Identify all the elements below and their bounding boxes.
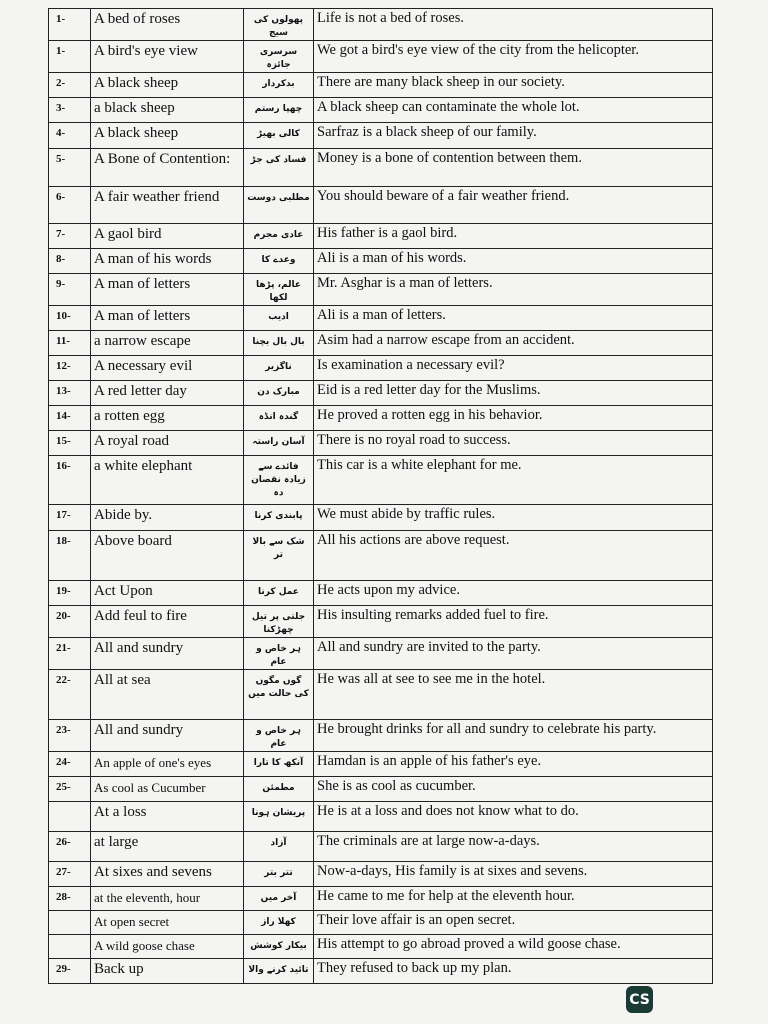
table-row — [49, 752, 713, 777]
example-sentence: Their love affair is an open secret. — [314, 911, 713, 935]
table-row — [49, 887, 713, 911]
urdu-meaning: کھلا راز — [244, 911, 314, 935]
urdu-meaning: پابندی کرنا — [244, 505, 314, 531]
urdu-meaning: شک سے بالا تر — [244, 531, 314, 581]
idiom-text: A bed of roses — [91, 9, 244, 41]
table-row — [49, 802, 713, 832]
idiom-text: Add feul to fire — [91, 606, 244, 638]
row-number — [49, 935, 91, 959]
urdu-meaning: عالم، پڑھا لکھا — [244, 274, 314, 306]
table-row — [49, 638, 713, 670]
urdu-meaning: چھپا رستم — [244, 98, 314, 123]
row-number: 19- — [49, 581, 91, 606]
example-sentence: He is at a loss and does not know what to do. — [314, 802, 713, 832]
row-number: 29- — [49, 959, 91, 984]
table-row — [49, 98, 713, 123]
idiom-text: A black sheep — [91, 73, 244, 98]
row-number: 8- — [49, 249, 91, 274]
idiom-text: Abide by. — [91, 505, 244, 531]
idiom-text: Back up — [91, 959, 244, 984]
urdu-meaning: ادیب — [244, 306, 314, 331]
example-sentence: A black sheep can contaminate the whole lot. — [314, 98, 713, 123]
row-number: 25- — [49, 777, 91, 802]
row-number: 12- — [49, 356, 91, 381]
table-row — [49, 149, 713, 187]
urdu-meaning: فائدے سے زیادہ نقصان دہ — [244, 456, 314, 505]
idiom-text: A wild goose chase — [91, 935, 244, 959]
row-number: 9- — [49, 274, 91, 306]
idioms-table — [48, 8, 713, 984]
urdu-meaning: بیکار کوشش — [244, 935, 314, 959]
idiom-text: All at sea — [91, 670, 244, 720]
idiom-text: A royal road — [91, 431, 244, 456]
idiom-text: A man of his words — [91, 249, 244, 274]
idiom-text: A red letter day — [91, 381, 244, 406]
row-number: 14- — [49, 406, 91, 431]
row-number: 28- — [49, 887, 91, 911]
idiom-text: Act Upon — [91, 581, 244, 606]
table-row — [49, 720, 713, 752]
idiom-text: All and sundry — [91, 638, 244, 670]
urdu-meaning: ناگزیر — [244, 356, 314, 381]
example-sentence: There is no royal road to success. — [314, 431, 713, 456]
row-number — [49, 802, 91, 832]
table-row — [49, 935, 713, 959]
row-number: 7- — [49, 224, 91, 249]
example-sentence: He was all at see to see me in the hotel. — [314, 670, 713, 720]
example-sentence: Now-a-days, His family is at sixes and sevens. — [314, 862, 713, 887]
example-sentence: He acts upon my advice. — [314, 581, 713, 606]
example-sentence: All his actions are above request. — [314, 531, 713, 581]
idiom-text: Above board — [91, 531, 244, 581]
row-number: 15- — [49, 431, 91, 456]
row-number: 21- — [49, 638, 91, 670]
table-row — [49, 606, 713, 638]
example-sentence: You should beware of a fair weather friend. — [314, 187, 713, 224]
urdu-meaning: وعدے کا — [244, 249, 314, 274]
row-number: 5- — [49, 149, 91, 187]
row-number: 23- — [49, 720, 91, 752]
table-row — [49, 505, 713, 531]
table-row — [49, 959, 713, 984]
example-sentence: Is examination a necessary evil? — [314, 356, 713, 381]
row-number: 16- — [49, 456, 91, 505]
urdu-meaning: ہر خاص و عام — [244, 638, 314, 670]
table-row — [49, 41, 713, 73]
table-row — [49, 911, 713, 935]
table-row — [49, 456, 713, 505]
urdu-meaning: پھولوں کی سیج — [244, 9, 314, 41]
urdu-meaning: جلتی پر تیل چھڑکنا — [244, 606, 314, 638]
urdu-meaning: بدکردار — [244, 73, 314, 98]
example-sentence: His insulting remarks added fuel to fire. — [314, 606, 713, 638]
row-number: 27- — [49, 862, 91, 887]
example-sentence: Mr. Asghar is a man of letters. — [314, 274, 713, 306]
idiom-text: a rotten egg — [91, 406, 244, 431]
table-row — [49, 306, 713, 331]
example-sentence: Money is a bone of contention between them. — [314, 149, 713, 187]
idiom-text: A fair weather friend — [91, 187, 244, 224]
idiom-text: a black sheep — [91, 98, 244, 123]
urdu-meaning: گندہ انڈہ — [244, 406, 314, 431]
example-sentence: He came to me for help at the eleventh hour. — [314, 887, 713, 911]
example-sentence: Eid is a red letter day for the Muslims. — [314, 381, 713, 406]
table-row — [49, 531, 713, 581]
urdu-meaning: سرسری جائزہ — [244, 41, 314, 73]
table-row — [49, 862, 713, 887]
row-number: 13- — [49, 381, 91, 406]
row-number: 24- — [49, 752, 91, 777]
example-sentence: He proved a rotten egg in his behavior. — [314, 406, 713, 431]
urdu-meaning: تائید کرنے والا — [244, 959, 314, 984]
table-row — [49, 406, 713, 431]
urdu-meaning: ہر خاص و عام — [244, 720, 314, 752]
example-sentence: She is as cool as cucumber. — [314, 777, 713, 802]
row-number: 26- — [49, 832, 91, 862]
idiom-text: An apple of one's eyes — [91, 752, 244, 777]
row-number: 3- — [49, 98, 91, 123]
row-number — [49, 911, 91, 935]
example-sentence: Life is not a bed of roses. — [314, 9, 713, 41]
idiom-text: a narrow escape — [91, 331, 244, 356]
urdu-meaning: مطلبی دوست — [244, 187, 314, 224]
urdu-meaning: آخر میں — [244, 887, 314, 911]
example-sentence: Ali is a man of letters. — [314, 306, 713, 331]
idiom-text: A bird's eye view — [91, 41, 244, 73]
example-sentence: His father is a gaol bird. — [314, 224, 713, 249]
example-sentence: Sarfraz is a black sheep of our family. — [314, 123, 713, 149]
table-row — [49, 9, 713, 41]
row-number: 6- — [49, 187, 91, 224]
idiom-text: At open secret — [91, 911, 244, 935]
table-row — [49, 274, 713, 306]
example-sentence: This car is a white elephant for me. — [314, 456, 713, 505]
idiom-text: At a loss — [91, 802, 244, 832]
table-row — [49, 356, 713, 381]
example-sentence: Asim had a narrow escape from an accident. — [314, 331, 713, 356]
example-sentence: All and sundry are invited to the party. — [314, 638, 713, 670]
urdu-meaning: پریشان ہونا — [244, 802, 314, 832]
table-row — [49, 777, 713, 802]
table-row — [49, 581, 713, 606]
idiom-text: A man of letters — [91, 306, 244, 331]
row-number: 4- — [49, 123, 91, 149]
urdu-meaning: آسان راستہ — [244, 431, 314, 456]
urdu-meaning: کالی بھیڑ — [244, 123, 314, 149]
table-row — [49, 187, 713, 224]
camscanner-logo-icon: CS — [626, 986, 653, 1013]
idiom-text: at the eleventh, hour — [91, 887, 244, 911]
example-sentence: We got a bird's eye view of the city from the helicopter. — [314, 41, 713, 73]
idioms-sheet — [48, 8, 712, 984]
urdu-meaning: تتر بتر — [244, 862, 314, 887]
idioms-table-body — [49, 9, 713, 984]
urdu-meaning: عادی مجرم — [244, 224, 314, 249]
example-sentence: There are many black sheep in our society. — [314, 73, 713, 98]
urdu-meaning: عمل کرنا — [244, 581, 314, 606]
table-row — [49, 224, 713, 249]
example-sentence: They refused to back up my plan. — [314, 959, 713, 984]
row-number: 20- — [49, 606, 91, 638]
row-number: 17- — [49, 505, 91, 531]
row-number: 10- — [49, 306, 91, 331]
urdu-meaning: آنکھ کا تارا — [244, 752, 314, 777]
table-row — [49, 123, 713, 149]
row-number: 2- — [49, 73, 91, 98]
urdu-meaning: گوں مگوں کی حالت میں — [244, 670, 314, 720]
idiom-text: A necessary evil — [91, 356, 244, 381]
table-row — [49, 331, 713, 356]
idiom-text: A gaol bird — [91, 224, 244, 249]
table-row — [49, 73, 713, 98]
idiom-text: As cool as Cucumber — [91, 777, 244, 802]
idiom-text: A black sheep — [91, 123, 244, 149]
example-sentence: Hamdan is an apple of his father's eye. — [314, 752, 713, 777]
urdu-meaning: مبارک دن — [244, 381, 314, 406]
example-sentence: His attempt to go abroad proved a wild goose chase. — [314, 935, 713, 959]
example-sentence: He brought drinks for all and sundry to celebrate his party. — [314, 720, 713, 752]
example-sentence: We must abide by traffic rules. — [314, 505, 713, 531]
table-row — [49, 381, 713, 406]
row-number: 1- — [49, 9, 91, 41]
idiom-text: A Bone of Contention: — [91, 149, 244, 187]
urdu-meaning: بال بال بچنا — [244, 331, 314, 356]
urdu-meaning: مطمئن — [244, 777, 314, 802]
example-sentence: The criminals are at large now-a-days. — [314, 832, 713, 862]
idiom-text: a white elephant — [91, 456, 244, 505]
table-row — [49, 670, 713, 720]
row-number: 22- — [49, 670, 91, 720]
urdu-meaning: فساد کی جڑ — [244, 149, 314, 187]
row-number: 1- — [49, 41, 91, 73]
urdu-meaning: آزاد — [244, 832, 314, 862]
example-sentence: Ali is a man of his words. — [314, 249, 713, 274]
idiom-text: All and sundry — [91, 720, 244, 752]
row-number: 11- — [49, 331, 91, 356]
table-row — [49, 249, 713, 274]
idiom-text: at large — [91, 832, 244, 862]
table-row — [49, 431, 713, 456]
table-row — [49, 832, 713, 862]
row-number: 18- — [49, 531, 91, 581]
idiom-text: A man of letters — [91, 274, 244, 306]
idiom-text: At sixes and sevens — [91, 862, 244, 887]
